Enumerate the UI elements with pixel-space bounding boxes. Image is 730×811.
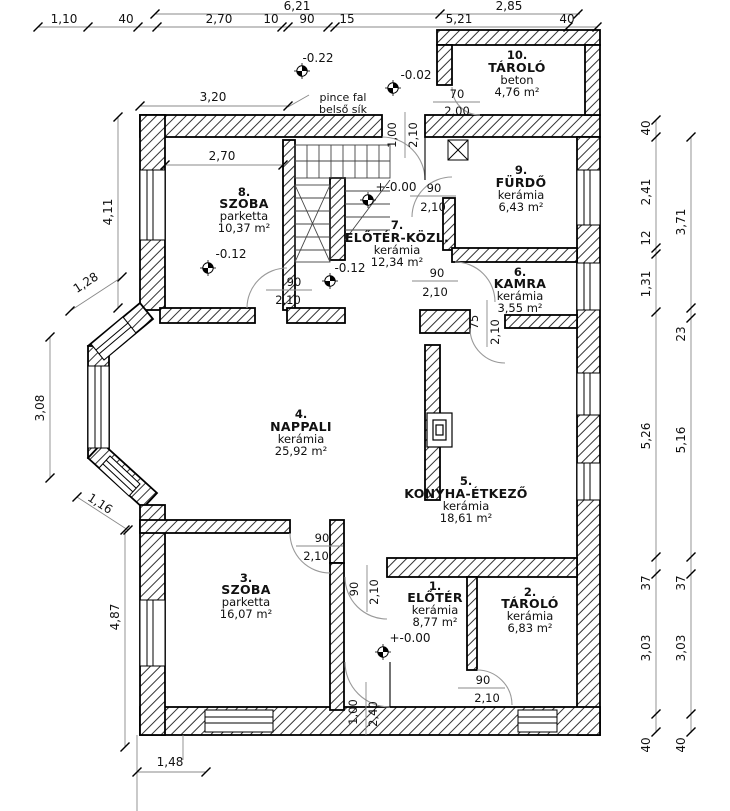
door-w: 90 — [286, 275, 302, 289]
room-label-nappali-4 — [270, 407, 332, 458]
svg-text:3,55 m²: 3,55 m² — [497, 301, 543, 315]
dim-label: 5,16 — [674, 426, 688, 454]
level-symbol-icon — [360, 192, 376, 208]
level-top: -0.22 — [302, 51, 334, 65]
room-label-szoba-8 — [218, 185, 270, 235]
svg-text:4,76 m²: 4,76 m² — [494, 85, 540, 99]
svg-text:parketta: parketta — [219, 209, 269, 223]
door-h: 2,10 — [420, 200, 446, 214]
room-label-kamra-6 — [494, 265, 547, 315]
svg-text:KONYHA-ÉTKEZŐ: KONYHA-ÉTKEZŐ — [404, 486, 528, 501]
dim-label: 3,03 — [674, 634, 688, 662]
door-w: 90 — [314, 531, 330, 545]
svg-text:10.: 10. — [506, 48, 528, 62]
dim-label: 23 — [674, 326, 688, 342]
svg-text:KAMRA: KAMRA — [493, 276, 547, 291]
svg-text:kerámia: kerámia — [373, 243, 421, 257]
dim-label: 2,85 — [495, 0, 523, 13]
dim-label: 2,70 — [205, 12, 233, 26]
svg-text:7.: 7. — [390, 218, 404, 232]
svg-text:2.: 2. — [523, 585, 537, 599]
svg-text:18,61 m²: 18,61 m² — [439, 511, 493, 525]
dim-label: 5,26 — [639, 422, 653, 450]
dim-label: 15 — [339, 12, 355, 26]
dim-label: 3,08 — [33, 394, 47, 422]
dim-label: 4,87 — [108, 603, 122, 631]
svg-text:8,77 m²: 8,77 m² — [412, 615, 458, 629]
svg-text:kerámia: kerámia — [442, 499, 490, 513]
level-entry-zero: +-0.00 — [389, 631, 431, 645]
svg-text:TÁROLÓ: TÁROLÓ — [501, 596, 559, 611]
door-h: 2,00 — [444, 104, 470, 118]
room-label-furdo-9 — [496, 163, 547, 214]
svg-text:6.: 6. — [513, 265, 527, 279]
dim-label: 40 — [639, 737, 653, 753]
dim-label: 3,71 — [674, 208, 688, 236]
door-h: 2,10 — [303, 549, 329, 563]
level-storage: -0.02 — [400, 68, 432, 82]
room-label-szoba-3 — [220, 571, 272, 621]
svg-text:FÜRDŐ: FÜRDŐ — [495, 175, 547, 190]
dim-label: 40 — [559, 12, 575, 26]
svg-text:kerámia: kerámia — [277, 432, 325, 446]
svg-text:NAPPALI: NAPPALI — [270, 419, 332, 434]
room-label-konyha-5 — [404, 474, 527, 525]
svg-text:1.: 1. — [428, 579, 442, 593]
door-h: 2,40 — [366, 701, 380, 727]
svg-text:6,43 m²: 6,43 m² — [498, 200, 544, 214]
chimney-icon — [427, 413, 452, 447]
door-h: 2,10 — [488, 319, 502, 345]
svg-text:kerámia: kerámia — [506, 609, 554, 623]
svg-text:SZOBA: SZOBA — [219, 196, 269, 211]
svg-text:kerámia: kerámia — [411, 603, 459, 617]
dim-label: 1,28 — [70, 269, 101, 296]
door-h: 2,10 — [367, 579, 381, 605]
dim-label: 40 — [674, 737, 688, 753]
dim-label: 3,03 — [639, 634, 653, 662]
door-w: 1,00 — [385, 122, 399, 148]
svg-text:kerámia: kerámia — [496, 289, 544, 303]
dim-label: 37 — [674, 575, 688, 591]
level-symbol-icon — [385, 80, 401, 96]
dim-label: 5,21 — [445, 12, 473, 26]
svg-text:9.: 9. — [514, 163, 528, 177]
svg-text:beton: beton — [500, 73, 534, 87]
door-h: 2,10 — [422, 285, 448, 299]
level-symbol-icon — [322, 273, 338, 289]
level-symbol-icon — [200, 260, 216, 276]
door-w: 90 — [426, 181, 442, 195]
dim-label: 40 — [118, 12, 134, 26]
level-hall-zero: +-0.00 — [375, 180, 417, 194]
svg-text:ELŐTÉR-KÖZL.: ELŐTÉR-KÖZL. — [344, 230, 450, 245]
vent-shaft-icon — [448, 140, 468, 160]
note-basement-1: pince fal — [319, 91, 367, 104]
door-h: 2,10 — [406, 122, 420, 148]
svg-text:25,92 m²: 25,92 m² — [274, 444, 328, 458]
dim-label: 37 — [639, 575, 653, 591]
level-symbol-icon — [375, 644, 391, 660]
door-h: 2,10 — [275, 293, 301, 307]
note-basement-2: belső sík — [319, 103, 367, 116]
svg-text:12,34 m²: 12,34 m² — [370, 255, 424, 269]
dim-label: 1,31 — [639, 270, 653, 298]
dim-label: 90 — [299, 12, 315, 26]
dim-label: 6,21 — [283, 0, 311, 13]
dim-label: 2,41 — [639, 178, 653, 206]
door-w: 90 — [429, 266, 445, 280]
svg-text:10,37 m²: 10,37 m² — [217, 221, 271, 235]
dim-label: 1,16 — [85, 490, 116, 517]
level-symbol-icon — [294, 63, 310, 79]
svg-text:SZOBA: SZOBA — [221, 582, 271, 597]
svg-text:8.: 8. — [237, 185, 251, 199]
door-w: 70 — [449, 87, 465, 101]
dim-label: 2,70 — [208, 149, 236, 163]
svg-text:kerámia: kerámia — [497, 188, 545, 202]
door-h: 2,10 — [474, 691, 500, 705]
svg-text:6,83 m²: 6,83 m² — [507, 621, 553, 635]
room-label-tarolo-10 — [488, 48, 545, 99]
svg-text:5.: 5. — [459, 474, 473, 488]
level-room8: -0.12 — [215, 247, 247, 261]
dim-label: 12 — [639, 230, 653, 246]
door-w: 90 — [347, 581, 361, 597]
dim-label: 40 — [639, 120, 653, 136]
room-label-tarolo-2 — [501, 585, 558, 635]
svg-text:16,07 m²: 16,07 m² — [219, 607, 273, 621]
dim-label: 1,48 — [156, 755, 184, 769]
svg-text:4.: 4. — [294, 407, 308, 421]
dim-label: 4,11 — [101, 198, 115, 226]
door-w: 90 — [475, 673, 491, 687]
door-w: 1,00 — [346, 699, 360, 725]
dim-label: 1,10 — [50, 12, 78, 26]
room-label-eloter-1 — [407, 579, 463, 629]
dim-label: 3,20 — [199, 90, 227, 104]
svg-text:parketta: parketta — [221, 595, 271, 609]
dim-label: 10 — [263, 12, 279, 26]
top-dimensions — [51, 0, 575, 163]
svg-text:TÁROLÓ: TÁROLÓ — [488, 60, 546, 75]
door-w: 75 — [467, 314, 481, 330]
level-hall: -0.12 — [334, 261, 366, 275]
right-dimensions — [639, 120, 688, 752]
svg-text:3.: 3. — [239, 571, 253, 585]
svg-text:ELŐTÉR: ELŐTÉR — [407, 590, 463, 605]
